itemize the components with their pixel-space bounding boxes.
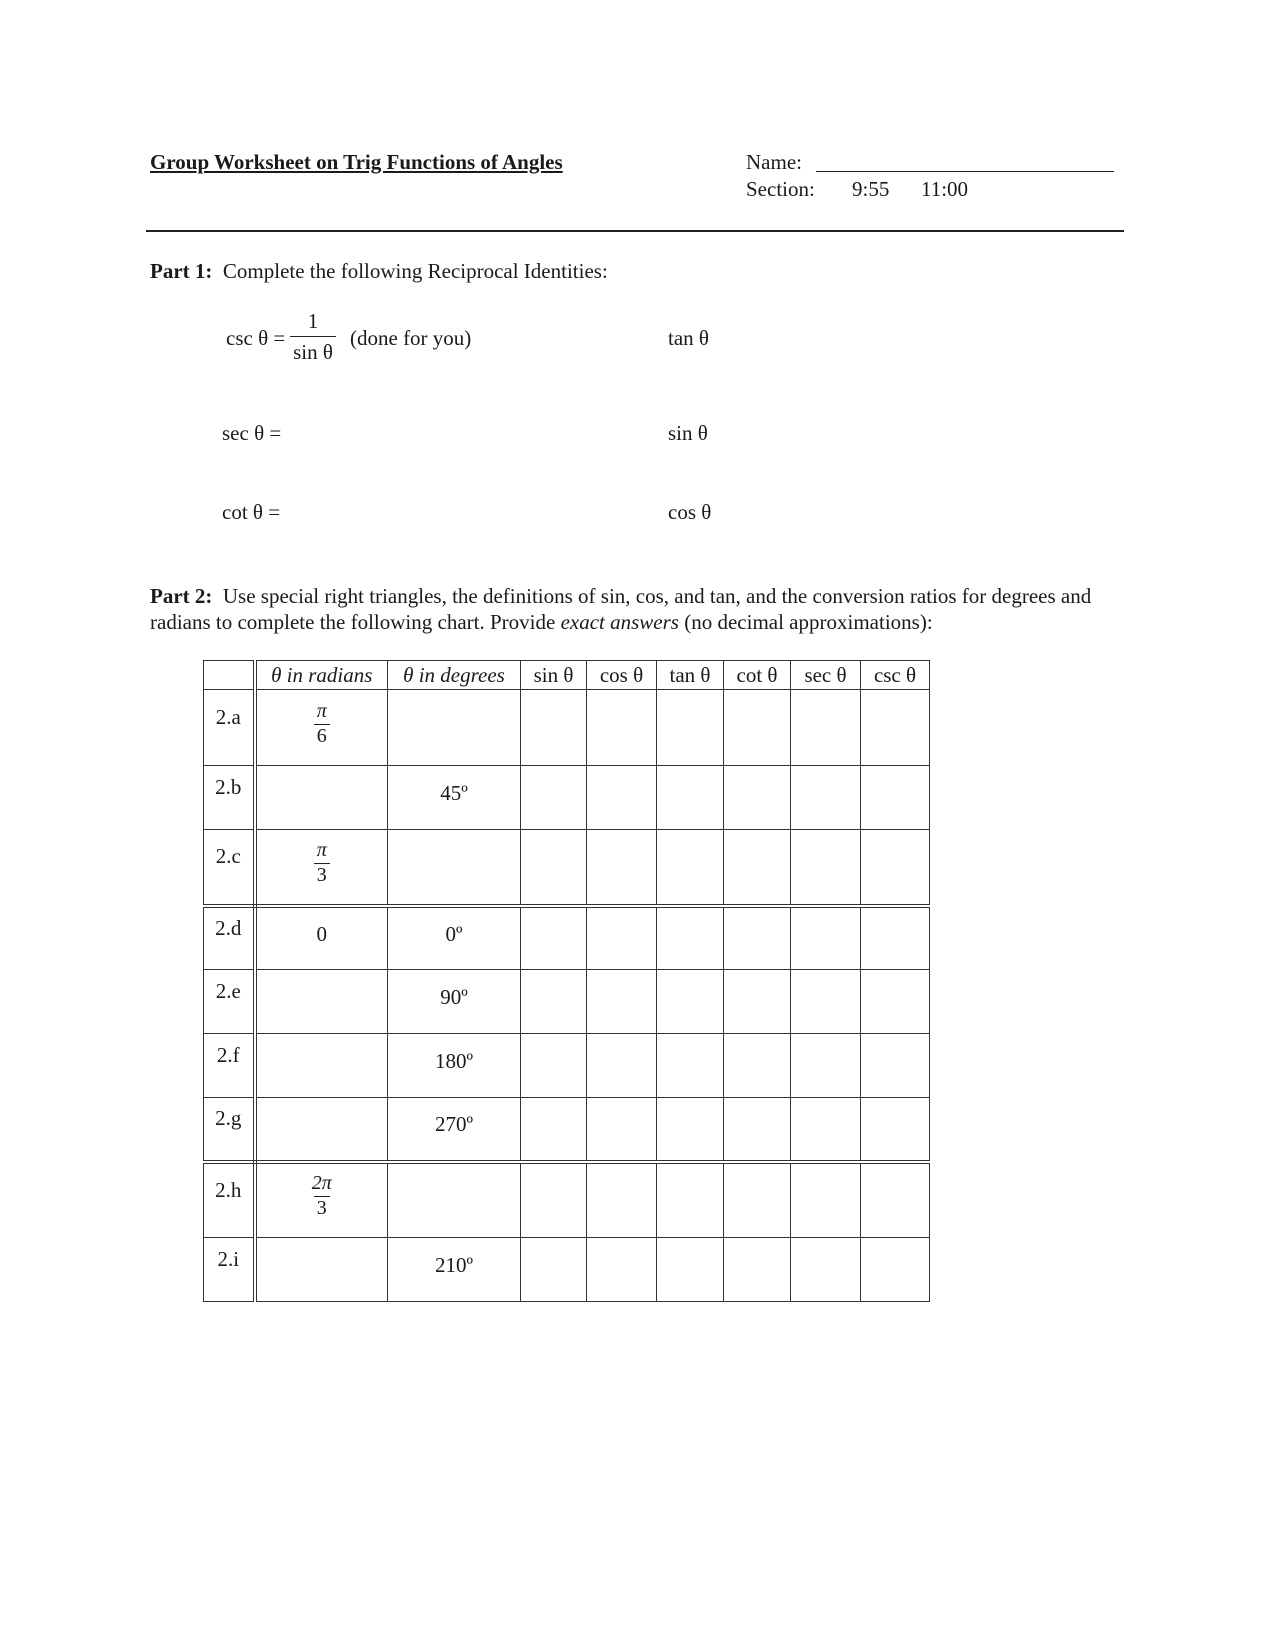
csc-answer-cell[interactable] [861, 970, 930, 1034]
sin-answer-cell[interactable] [521, 1238, 587, 1302]
tan-answer-cell[interactable] [657, 1162, 724, 1238]
tan-answer-cell[interactable] [657, 766, 724, 830]
row-label-text: 2.c [215, 844, 241, 869]
cot-answer-cell[interactable] [724, 1098, 791, 1162]
sec-answer-cell[interactable] [791, 830, 861, 906]
degrees-cell[interactable] [388, 690, 521, 766]
cos-answer-cell[interactable] [587, 1238, 657, 1302]
csc-answer-cell[interactable] [861, 906, 930, 970]
sin-answer-cell[interactable] [521, 830, 587, 906]
cot-answer-cell[interactable] [724, 1238, 791, 1302]
csc-answer-cell[interactable] [861, 830, 930, 906]
part2-instruction-a: Use special right triangles, the definitions of sin, cos, and tan, and the conversion ratios for degrees and radians to complete the following chart. Provide [150, 584, 1092, 634]
cot-answer-cell[interactable] [724, 970, 791, 1034]
header-sin: sin θ [521, 661, 587, 690]
cos-answer-cell[interactable] [587, 970, 657, 1034]
part2-label: Part 2: [150, 584, 213, 608]
row-label [204, 766, 255, 830]
row-label-text: 2.b [215, 775, 242, 799]
radians-cell[interactable] [255, 1034, 388, 1098]
part1-heading [150, 259, 608, 284]
sin-answer-cell[interactable] [521, 1162, 587, 1238]
row-label-text: 2.f [216, 1043, 240, 1067]
part2-instructions [150, 583, 1130, 635]
tan-answer-cell[interactable] [657, 1238, 724, 1302]
degrees-cell[interactable] [388, 1162, 521, 1238]
done-for-you-note: (done for you) [350, 326, 472, 350]
row-label-text: 2.a [215, 705, 241, 729]
table-row [204, 970, 930, 1034]
radian-numerator: π [316, 838, 327, 861]
degree-value: 210º [434, 1253, 473, 1277]
cos-answer-cell[interactable] [587, 906, 657, 970]
table-header-row [204, 661, 930, 690]
degree-value: 0º [445, 921, 463, 946]
radian-numerator: 2π [311, 1172, 332, 1195]
row-label [204, 690, 255, 766]
row-label-text: 2.i [217, 1247, 240, 1271]
table-row [204, 830, 930, 906]
sin-answer-cell[interactable] [521, 906, 587, 970]
radian-denominator: 3 [316, 1197, 327, 1220]
table-row [204, 906, 930, 970]
table-row [204, 766, 930, 830]
part1-label: Part 1: [150, 259, 213, 283]
sec-answer-cell[interactable] [791, 970, 861, 1034]
cot-answer-cell[interactable] [724, 906, 791, 970]
row-label [204, 1098, 255, 1162]
row-label [204, 1162, 255, 1238]
radians-cell[interactable] [255, 1238, 388, 1302]
csc-numerator: 1 [307, 309, 319, 333]
sin-answer-cell[interactable] [521, 690, 587, 766]
csc-identity-lhs: csc θ = [226, 326, 286, 350]
radian-value: 0 [316, 921, 327, 946]
section-time-1: 9:55 [852, 177, 890, 201]
trig-chart [203, 660, 929, 1302]
cos-answer-cell[interactable] [587, 766, 657, 830]
cos-identity-prompt: cos θ [668, 500, 712, 524]
cos-answer-cell[interactable] [587, 830, 657, 906]
sin-answer-cell[interactable] [521, 766, 587, 830]
fraction-bar [290, 336, 336, 337]
degree-value: 90º [440, 985, 468, 1009]
name-blank-line[interactable] [816, 171, 1114, 172]
tan-identity-prompt: tan θ [668, 326, 709, 350]
tan-answer-cell[interactable] [657, 1034, 724, 1098]
tan-answer-cell[interactable] [657, 970, 724, 1034]
header-tan: tan θ [657, 661, 724, 690]
row-label-text: 2.d [215, 915, 242, 940]
row-label [204, 830, 255, 906]
sec-answer-cell[interactable] [791, 1034, 861, 1098]
table-body [204, 690, 930, 1302]
tan-answer-cell[interactable] [657, 690, 724, 766]
tan-answer-cell[interactable] [657, 830, 724, 906]
sec-identity-prompt: sec θ = [222, 421, 282, 445]
sec-answer-cell[interactable] [791, 1238, 861, 1302]
radians-cell[interactable] [255, 766, 388, 830]
row-label [204, 906, 255, 970]
degrees-cell[interactable] [388, 1238, 521, 1302]
csc-answer-cell[interactable] [861, 1238, 930, 1302]
cos-answer-cell[interactable] [587, 690, 657, 766]
degrees-cell[interactable] [388, 766, 521, 830]
table-row [204, 1034, 930, 1098]
header-divider [146, 230, 1124, 232]
csc-answer-cell[interactable] [861, 766, 930, 830]
cot-answer-cell[interactable] [724, 1162, 791, 1238]
radians-cell[interactable] [255, 1162, 388, 1238]
degrees-cell[interactable] [388, 970, 521, 1034]
table-row [204, 1098, 930, 1162]
radians-cell[interactable] [255, 690, 388, 766]
degrees-cell[interactable] [388, 1034, 521, 1098]
csc-answer-cell[interactable] [861, 1098, 930, 1162]
sin-answer-cell[interactable] [521, 970, 587, 1034]
table-row [204, 1162, 930, 1238]
radians-cell[interactable] [255, 830, 388, 906]
csc-answer-cell[interactable] [861, 1162, 930, 1238]
cot-answer-cell[interactable] [724, 1034, 791, 1098]
sin-answer-cell[interactable] [521, 1098, 587, 1162]
sin-answer-cell[interactable] [521, 1034, 587, 1098]
cos-answer-cell[interactable] [587, 1162, 657, 1238]
radian-fraction [302, 1172, 342, 1222]
row-label [204, 1034, 255, 1098]
csc-answer-cell[interactable] [861, 690, 930, 766]
radian-numerator: π [316, 699, 327, 722]
tan-answer-cell[interactable] [657, 906, 724, 970]
sec-answer-cell[interactable] [791, 766, 861, 830]
radians-cell[interactable] [255, 970, 388, 1034]
header-radians: θ in radians [255, 661, 388, 690]
degrees-cell[interactable] [388, 1098, 521, 1162]
row-label-text: 2.g [215, 1106, 242, 1131]
degrees-cell[interactable] [388, 906, 521, 970]
sec-answer-cell[interactable] [791, 906, 861, 970]
header-blank [204, 661, 255, 690]
sec-answer-cell[interactable] [791, 690, 861, 766]
csc-identity-fraction [290, 309, 336, 369]
table-row [204, 690, 930, 766]
header-cos: cos θ [587, 661, 657, 690]
radian-denominator: 6 [316, 724, 327, 747]
radians-cell[interactable] [255, 1098, 388, 1162]
cot-answer-cell[interactable] [724, 766, 791, 830]
sec-answer-cell[interactable] [791, 1162, 861, 1238]
degree-value: 45º [440, 781, 468, 805]
cos-answer-cell[interactable] [587, 1098, 657, 1162]
degree-value: 180º [434, 1049, 473, 1073]
cos-answer-cell[interactable] [587, 1034, 657, 1098]
section-time-2: 11:00 [921, 177, 969, 201]
radians-cell[interactable] [255, 906, 388, 970]
cot-answer-cell[interactable] [724, 830, 791, 906]
section-label: Section: [746, 177, 815, 201]
sec-answer-cell[interactable] [791, 1098, 861, 1162]
csc-answer-cell[interactable] [861, 1034, 930, 1098]
sin-identity-prompt: sin θ [668, 421, 708, 445]
table-row [204, 1238, 930, 1302]
radian-fraction [302, 839, 342, 889]
radian-denominator: 3 [316, 863, 327, 886]
header-cot: cot θ [724, 661, 791, 690]
cot-answer-cell[interactable] [724, 690, 791, 766]
row-label [204, 970, 255, 1034]
radian-fraction [302, 700, 342, 750]
tan-answer-cell[interactable] [657, 1098, 724, 1162]
part2-instruction-emphasis: exact answers [560, 610, 679, 634]
part1-instruction: Complete the following Reciprocal Identities: [222, 259, 608, 283]
row-label [204, 1238, 255, 1302]
degree-value: 270º [434, 1112, 473, 1137]
part2-instruction-b: (no decimal approximations): [678, 610, 933, 634]
name-label: Name: [746, 150, 802, 174]
degrees-cell[interactable] [388, 830, 521, 906]
row-label-text: 2.h [215, 1177, 242, 1202]
trig-table [203, 660, 930, 1302]
worksheet-title: Group Worksheet on Trig Functions of Angles [150, 150, 563, 174]
row-label-text: 2.e [215, 979, 241, 1003]
header-sec: sec θ [791, 661, 861, 690]
header-csc: csc θ [861, 661, 930, 690]
header-degrees: θ in degrees [388, 661, 521, 690]
cot-identity-prompt: cot θ = [222, 500, 281, 524]
csc-denominator: sin θ [293, 340, 333, 364]
